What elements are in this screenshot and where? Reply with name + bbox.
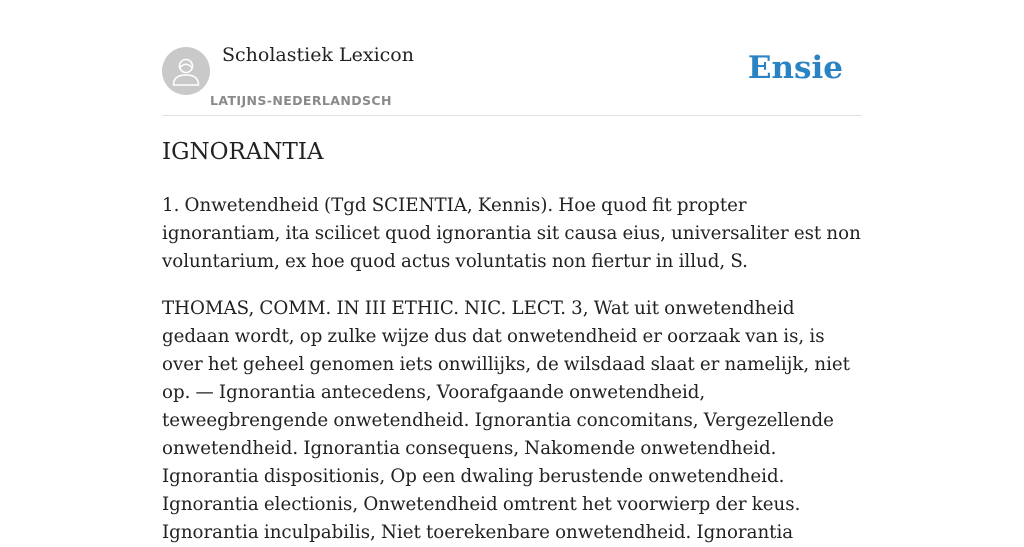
user-avatar-icon [171, 55, 201, 87]
header [162, 0, 862, 116]
entry-title: IGNORANTIA [162, 139, 324, 165]
source-title[interactable]: Scholastiek Lexicon [222, 44, 414, 66]
entry-paragraph-1: 1. Onwetendheid (Tgd SCIENTIA, Kennis). Hoe quod fit propter ignorantiam, ita scilicet quod ignorantia sit causa eius, universaliter est non voluntarium, ex hoe quod actus voluntatis non fiertur in illud, S. [162, 195, 861, 272]
source-avatar[interactable] [162, 47, 210, 95]
ensie-logo[interactable]: Ensie [747, 50, 843, 86]
entry-paragraph-2: THOMAS, COMM. IN III ETHIC. NIC. LECT. 3, Wat uit onwetendheid gedaan wordt, op zulke wijze dus dat onwetendheid er oorzaak van is, is over het geheel genomen iets onwillijks, de wilsdaad slaat er namelijk, niet op. — Ignorantia antecedens, Voorafgaande onwetendheid, teweegbrengende onwetendheid. Ignorantia concomitans, Vergezellende onwetendheid. Ignorantia consequens, Nakomende onwetendheid. Ignorantia dispositionis, Op een dwaling berustende onwetendheid. Ignorantia electionis, Onwetendheid omtrent het voorwierp der keus. Ignorantia inculpabilis, Niet toerekenbare onwetendheid. Ignorantia [162, 298, 850, 543]
source-subtitle: LATIJNS-NEDERLANDSCH [210, 93, 392, 108]
